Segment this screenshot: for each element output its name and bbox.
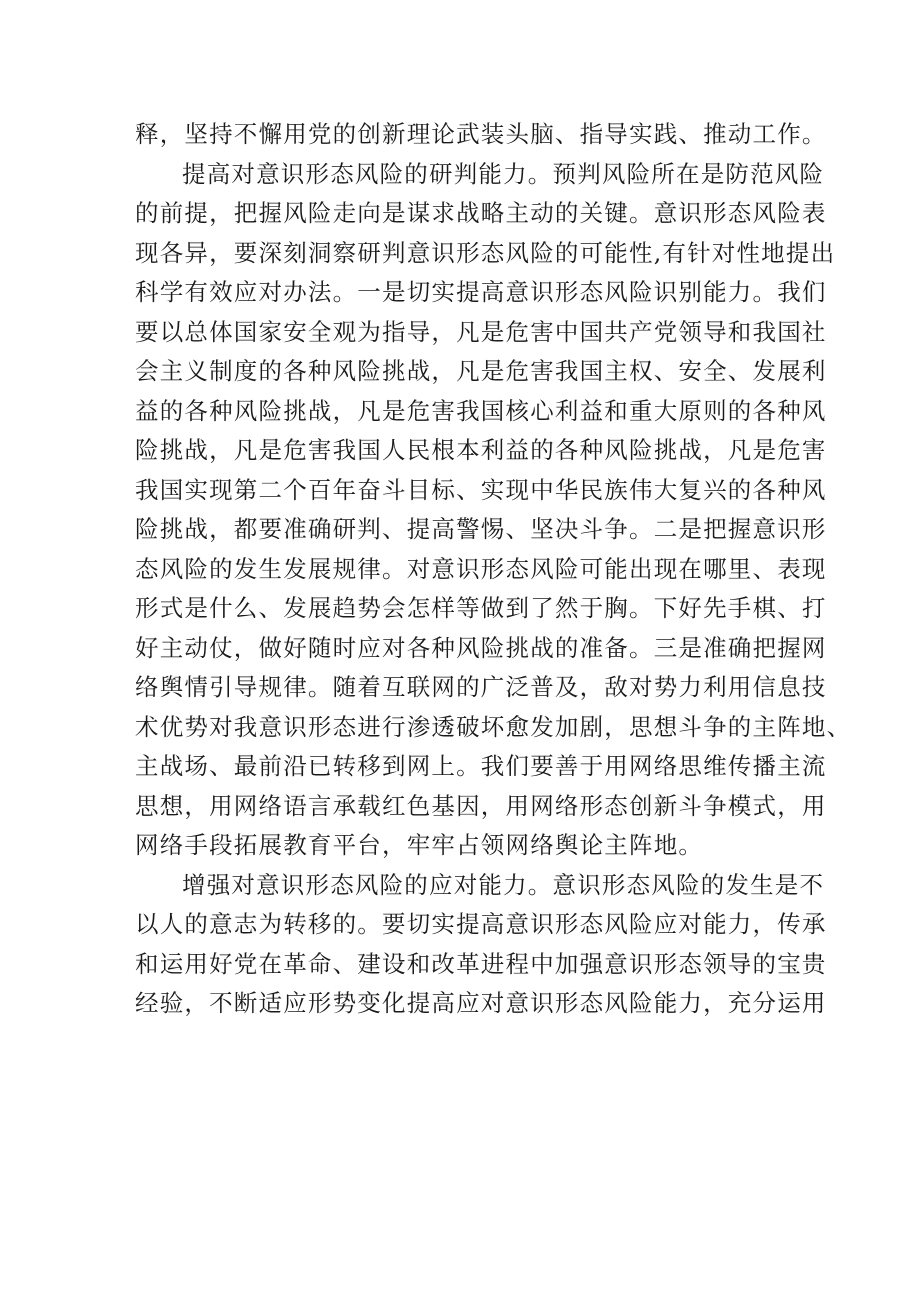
text-line: 以人的意志为转移的。要切实提高意识形态风险应对能力，传承 [135, 910, 827, 938]
text-line: 科学有效应对办法。一是切实提高意识形态风险识别能力。我们 [135, 278, 827, 306]
text-line: 好主动仗，做好随时应对各种风险挑战的准备。三是准确把握网 [135, 633, 827, 662]
paragraph-heading-line: 增强对意识形态风险的应对能力。意识形态风险的发生是不 [182, 870, 825, 899]
paragraph-heading-line: 提高对意识形态风险的研判能力。预判风险所在是防范风险 [182, 159, 825, 188]
text-line: 释，坚持不懈用党的创新理论武装头脑、指导实践、推动工作。 [135, 120, 827, 148]
text-line: 我国实现第二个百年奋斗目标、实现中华民族伟大复兴的各种风 [135, 475, 827, 504]
text-line: 险挑战，都要准确研判、提高警惕、坚决斗争。二是把握意识形 [135, 515, 827, 543]
text-line: 险挑战，凡是危害我国人民根本利益的各种风险挑战，凡是危害 [135, 436, 827, 464]
text-line: 现各异，要深刻洞察研判意识形态风险的可能性,有针对性地提出 [135, 238, 836, 267]
text-line: 形式是什么、发展趋势会怎样等做到了然于胸。下好先手棋、打 [135, 594, 827, 622]
text-line: 会主义制度的各种风险挑战，凡是危害我国主权、安全、发展利 [135, 357, 827, 385]
text-line: 络舆情引导规律。随着互联网的广泛普及，敌对势力利用信息技 [135, 673, 827, 701]
body-text [135, 115, 852, 1024]
text-line: 的前提，把握风险走向是谋求战略主动的关键。意识形态风险表 [135, 199, 827, 227]
text-line: 术优势对我意识形态进行渗透破坏愈发加剧，思想斗争的主阵地、 [135, 712, 852, 741]
text-line: 主战场、最前沿已转移到网上。我们要善于用网络思维传播主流 [135, 752, 827, 780]
text-line: 要以总体国家安全观为指导，凡是危害中国共产党领导和我国社 [135, 317, 827, 346]
text-line: 益的各种风险挑战，凡是危害我国核心利益和重大原则的各种风 [135, 396, 827, 425]
text-line: 态风险的发生发展规律。对意识形态风险可能出现在哪里、表现 [135, 554, 827, 583]
text-line: 思想，用网络语言承载红色基因，用网络形态创新斗争模式，用 [135, 791, 827, 820]
text-line: 和运用好党在革命、建设和改革进程中加强意识形态领导的宝贵 [135, 949, 827, 978]
text-line: 经验，不断适应形势变化提高应对意识形态风险能力，充分运用 [135, 989, 827, 1017]
text-line: 网络手段拓展教育平台，牢牢占领网络舆论主阵地。 [135, 831, 704, 859]
